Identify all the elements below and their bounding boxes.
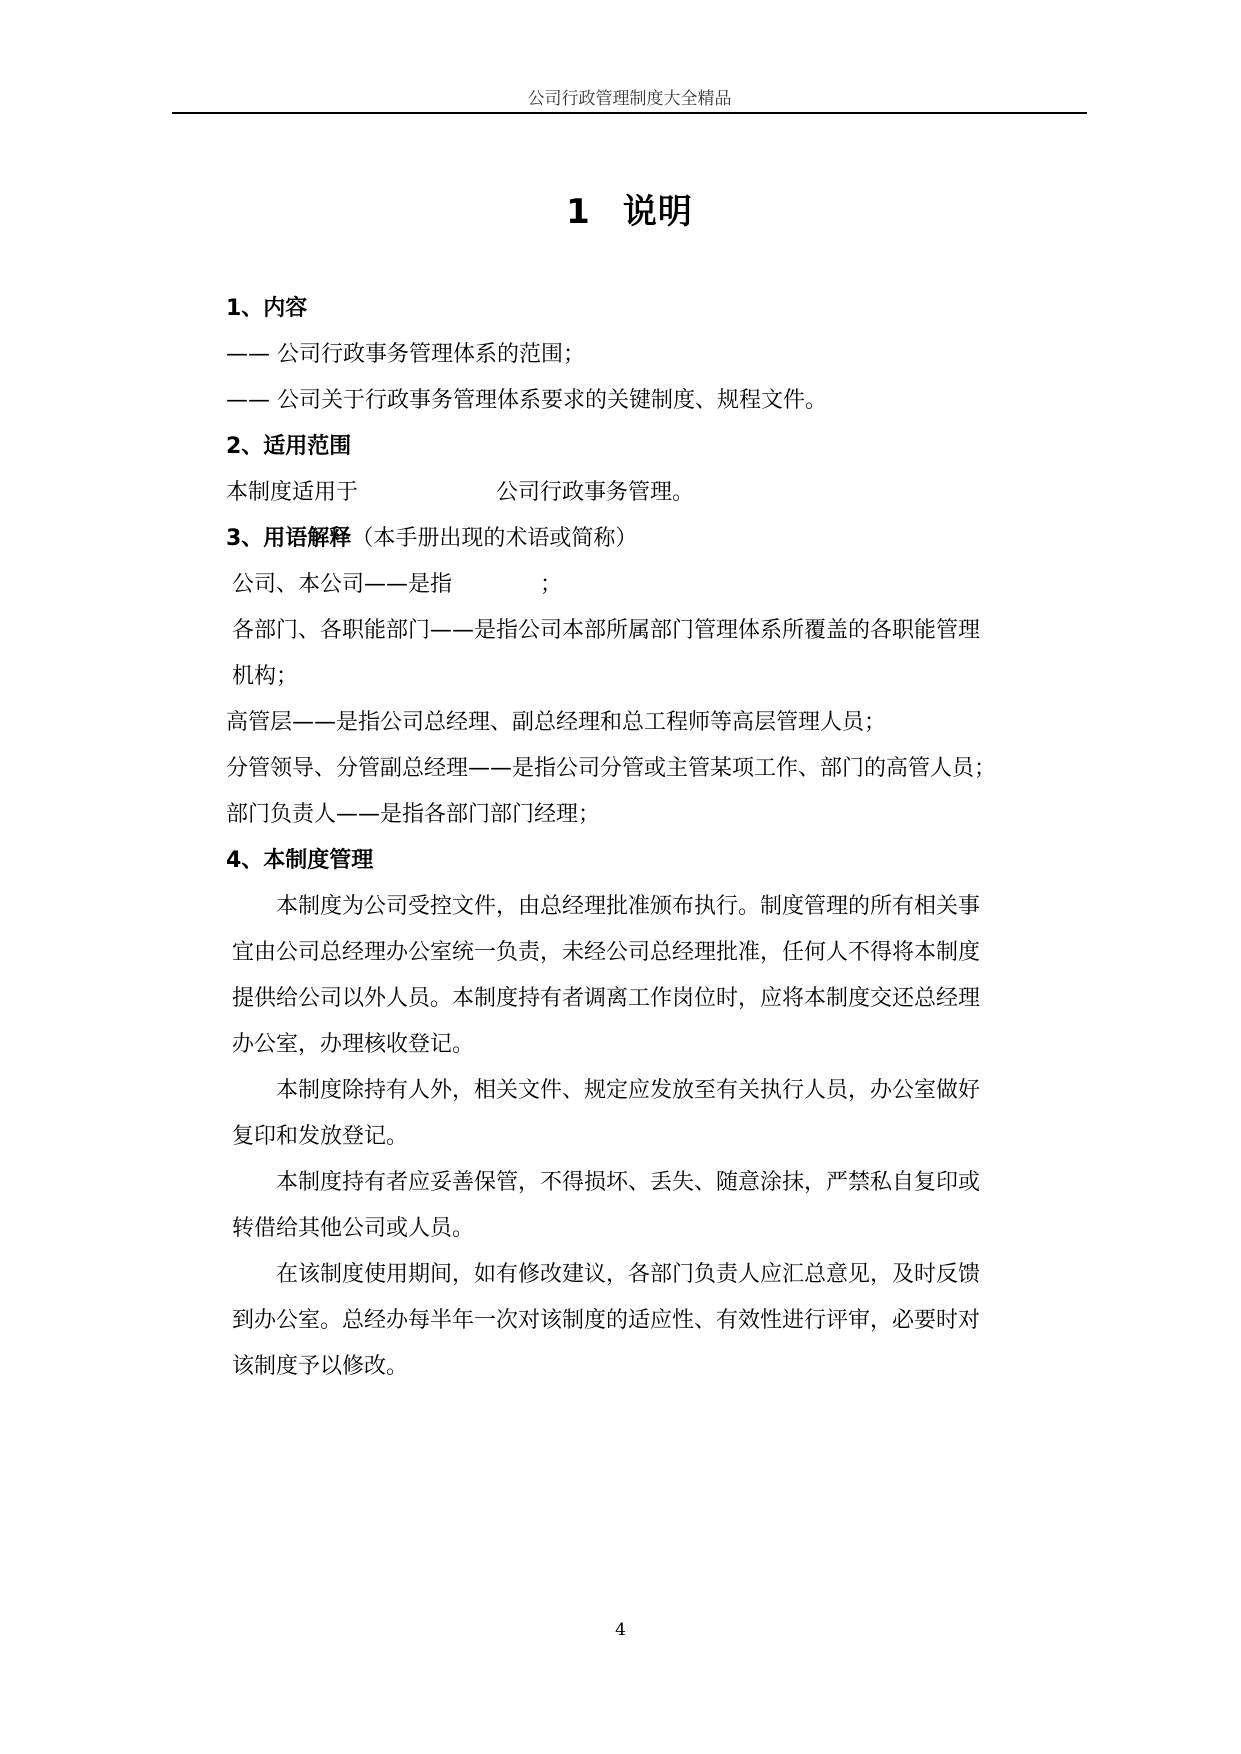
paragraph-line: 在该制度使用期间，如有修改建议，各部门负责人应汇总意见，及时反馈 [232,1262,981,1287]
section-2-text-before: 本制度适用于 [226,480,359,505]
section-2-text-after: 公司行政事务管理。 [496,480,695,505]
paragraph-line: 办公室，办理核收登记。 [232,1032,475,1057]
paragraph-line: 提供给公司以外人员。本制度持有者调离工作岗位时，应将本制度交还总经理 [232,986,981,1011]
definition-departments-line1: 各部门、各职能部门——是指公司本部所属部门管理体系所覆盖的各职能管理 [232,618,981,643]
definition-senior-management: 高管层——是指公司总经理、副总经理和总工程师等高层管理人员； [226,710,887,735]
running-header: 公司行政管理制度大全精品 [527,89,732,109]
paragraph-line: 转借给其他公司或人员。 [232,1216,475,1241]
section-3-heading-text: 3、用语解释 [226,526,352,551]
section-1-item: —— 公司关于行政事务管理体系要求的关键制度、规程文件。 [226,388,827,413]
section-2-heading: 2、适用范围 [226,434,352,459]
section-2-text [226,477,694,509]
paragraph-line: 宜由公司总经理办公室统一负责，未经公司总经理批准，任何人不得将本制度 [232,940,981,965]
section-3-heading-note: （本手册出现的术语或简称） [351,526,638,551]
paragraph-line: 到办公室。总经办每半年一次对该制度的适应性、有效性进行评审，必要时对 [232,1308,981,1333]
definition-company-before: 公司、本公司——是指 [232,572,453,597]
chapter-number: 1 [566,192,591,232]
paragraph-line: 复印和发放登记。 [232,1124,409,1149]
section-3-heading [226,523,637,555]
paragraph-line: 该制度予以修改。 [232,1354,409,1379]
definition-company-after: ； [540,572,563,597]
paragraph-line: 本制度为公司受控文件，由总经理批准颁布执行。制度管理的所有相关事 [232,894,981,919]
chapter-title-text: 说明 [622,192,693,232]
section-4-heading: 4、本制度管理 [226,848,374,873]
definition-company [232,569,562,601]
paragraph-line: 本制度持有者应妥善保管，不得损坏、丢失、随意涂抹，严禁私自复印或 [232,1170,981,1195]
definition-division-leader: 分管领导、分管副总经理——是指公司分管或主管某项工作、部门的高管人员； [226,756,997,781]
section-1-item: —— 公司行政事务管理体系的范围； [226,342,585,367]
header-rule [172,112,1087,114]
chapter-title [172,188,1087,236]
definition-departments-line2: 机构； [232,664,299,689]
section-1-heading: 1、内容 [226,296,308,321]
paragraph-line: 本制度除持有人外，相关文件、规定应发放至有关执行人员，办公室做好 [232,1078,981,1103]
page-number: 4 [615,1620,626,1640]
definition-department-head: 部门负责人——是指各部门部门经理； [226,802,601,827]
